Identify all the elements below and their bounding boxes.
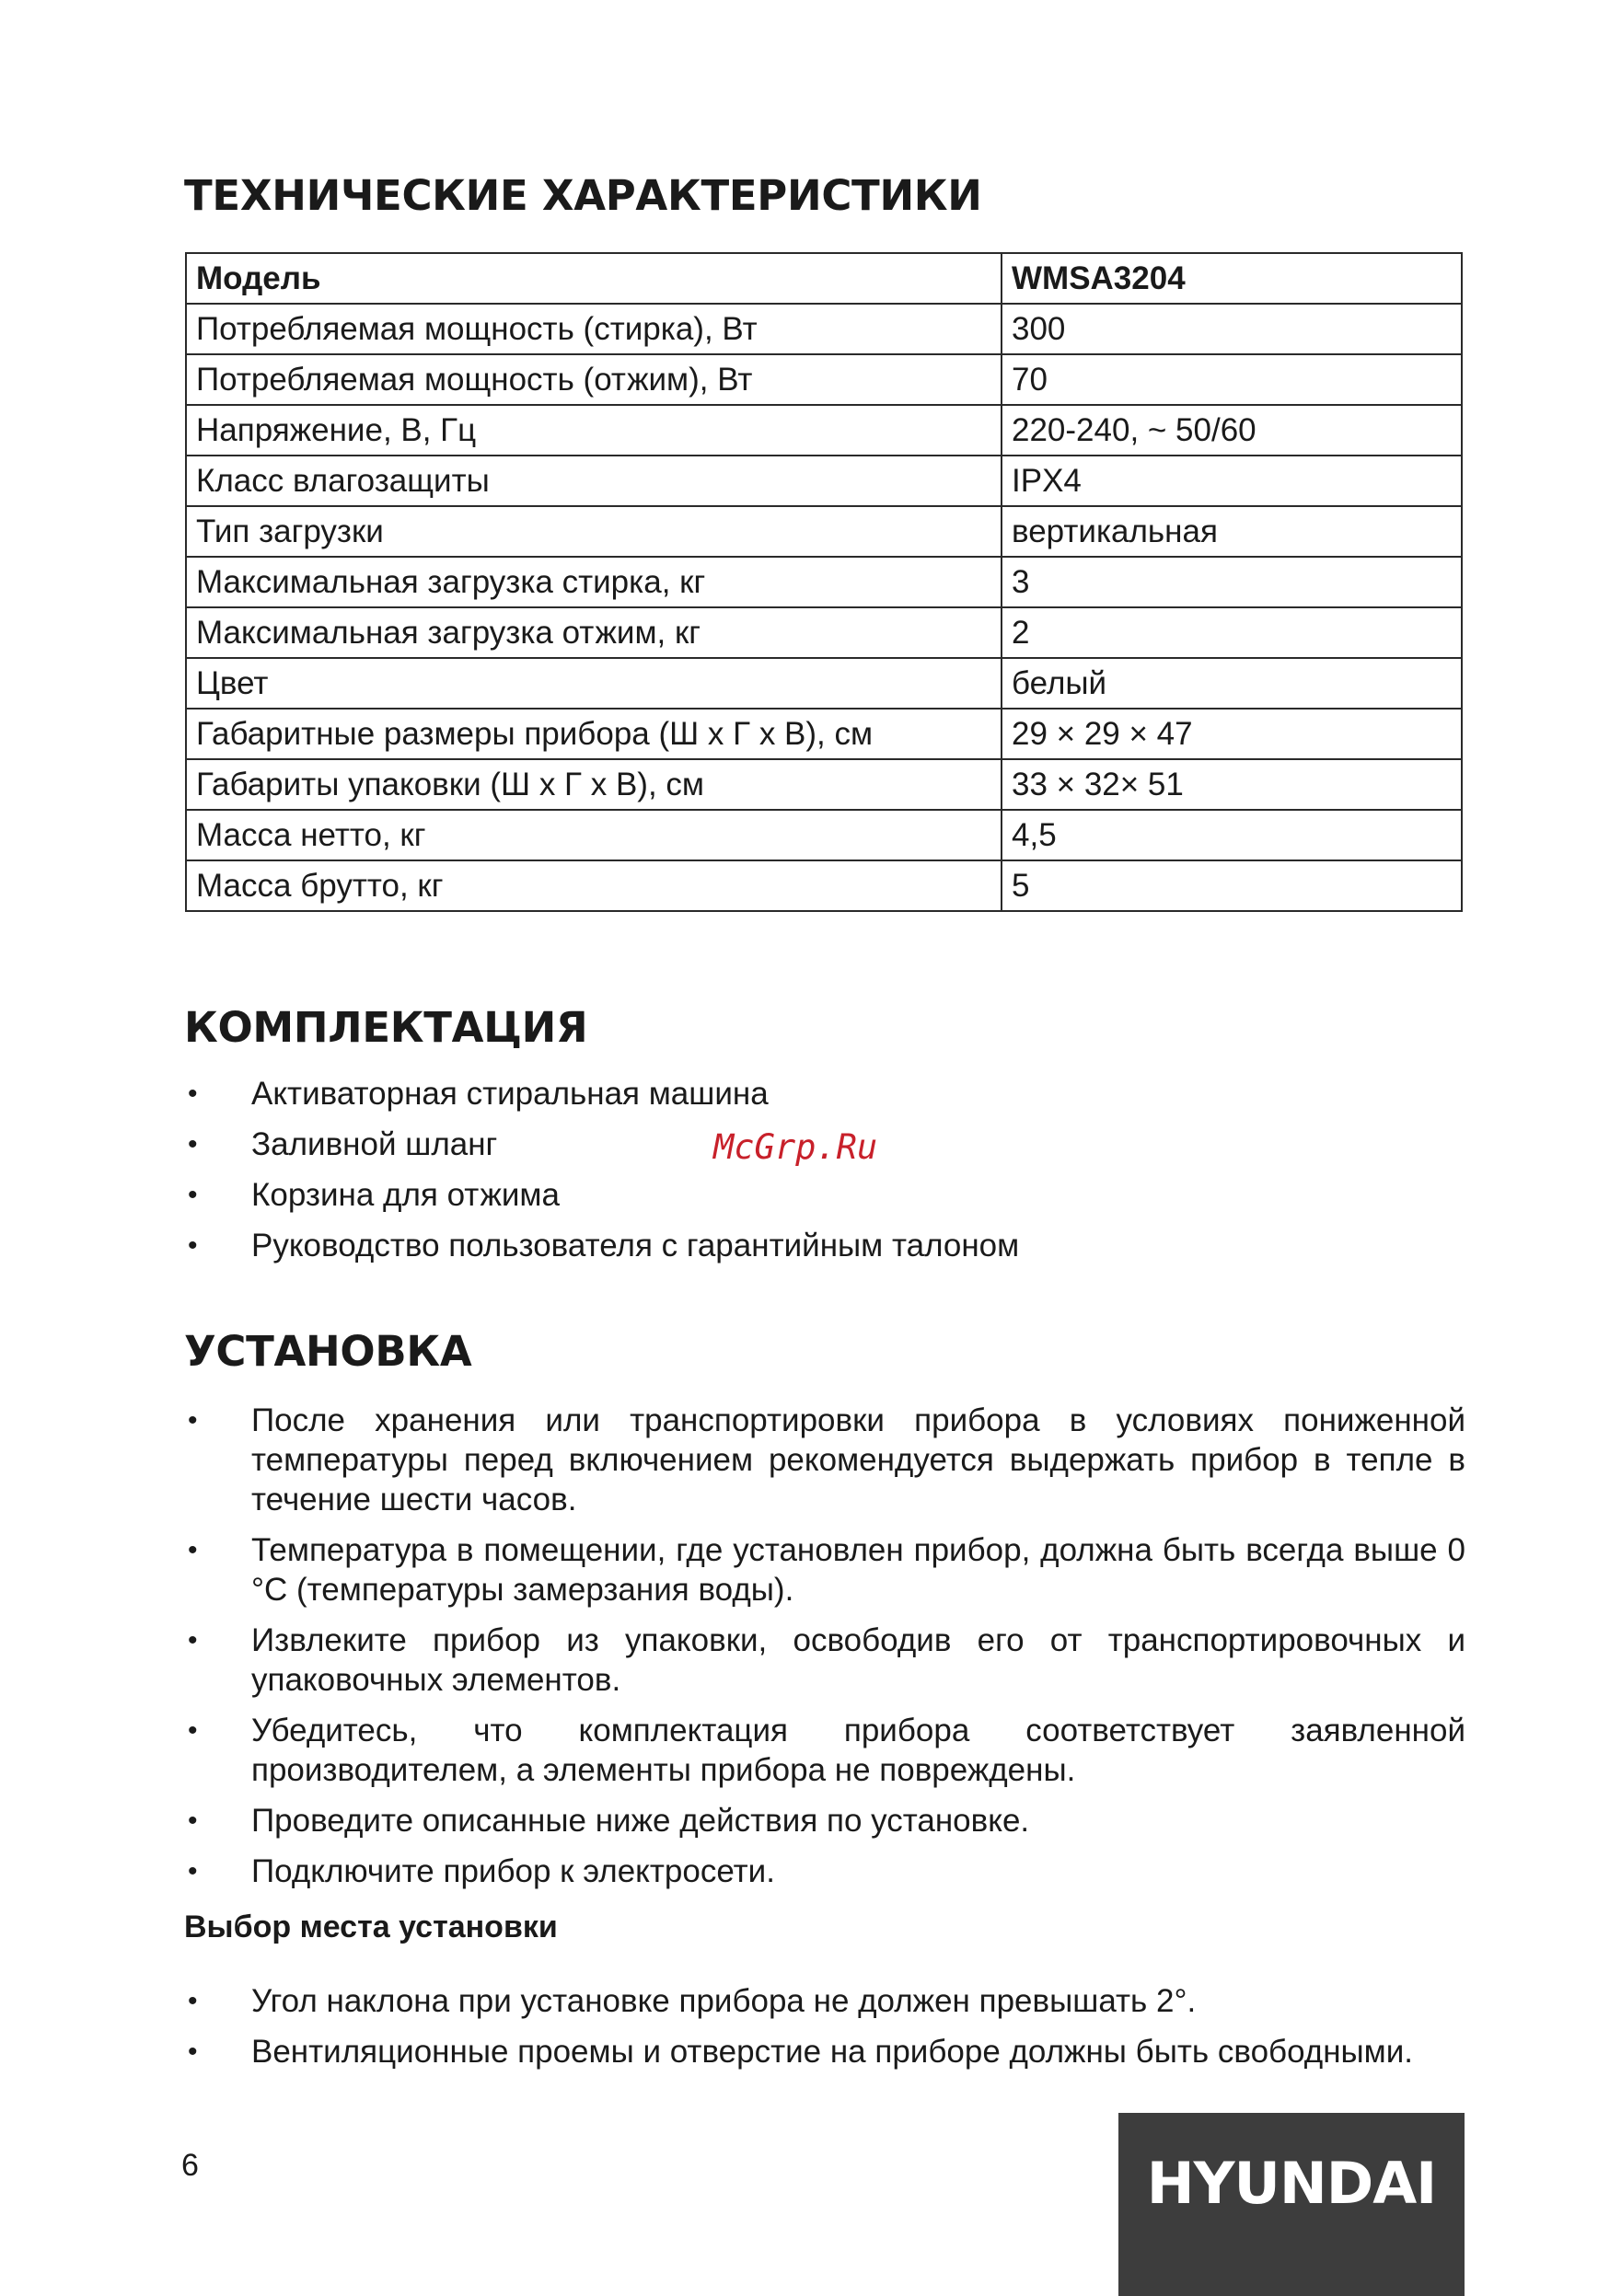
list-item-text: Вентиляционные проемы и отверстие на приборе должны быть свободными. [251, 2034, 1414, 2070]
table-row [186, 658, 1462, 709]
table-row [186, 759, 1462, 810]
table-cell-label: Напряжение, В, Гц [186, 405, 1002, 456]
list-item-text: Подключите прибор к электросети. [251, 1853, 775, 1889]
bullet-icon: • [188, 1129, 198, 1160]
list-item [184, 1175, 1465, 1215]
table-cell-label: Тип загрузки [186, 506, 1002, 557]
table-cell-value: 5 [1002, 860, 1462, 911]
table-cell-label: Потребляемая мощность (отжим), Вт [186, 354, 1002, 405]
table-row [186, 405, 1462, 456]
list-item [184, 1074, 1465, 1113]
table-row [186, 354, 1462, 405]
list-item-text: Руководство пользователя с гарантийным талоном [251, 1228, 1020, 1263]
table-row [186, 709, 1462, 759]
table-cell-label: Габариты упаковки (Ш x Г x В), см [186, 759, 1002, 810]
bullet-icon: • [188, 1806, 198, 1836]
list-item-text: Корзина для отжима [251, 1177, 560, 1213]
list-item-text: Угол наклона при установке прибора не должен превышать 2°. [251, 1983, 1197, 2019]
list-item [184, 1801, 1465, 1840]
kit-title: КОМПЛЕКТАЦИЯ [184, 1003, 588, 1052]
table-cell-value: 70 [1002, 354, 1462, 405]
list-item [184, 1852, 1465, 1891]
table-row [186, 607, 1462, 658]
list-item [184, 1226, 1465, 1265]
table-cell-value: 29 × 29 × 47 [1002, 709, 1462, 759]
table-cell-label: Масса нетто, кг [186, 810, 1002, 860]
list-item [184, 1401, 1465, 1519]
table-row [186, 810, 1462, 860]
list-item [184, 1530, 1465, 1610]
list-item [184, 1981, 1465, 2021]
table-cell-value: 300 [1002, 304, 1462, 354]
placement-list [184, 1981, 1465, 2083]
table-cell-label: Класс влагозащиты [186, 456, 1002, 506]
bullet-icon: • [188, 1715, 198, 1746]
list-item-text: Убедитесь, что комплектация прибора соответствует заявленной производителем, а элементы прибора не повреждены. [251, 1713, 1465, 1788]
brand-logo-block [1118, 2113, 1465, 2296]
table-cell-label: Цвет [186, 658, 1002, 709]
list-item-text: После хранения или транспортировки прибора в условиях пониженной температуры перед включением рекомендуется выдержать прибор в тепле в течение шести часов. [251, 1402, 1465, 1517]
list-item-text: Проведите описанные ниже действия по установке. [251, 1803, 1030, 1839]
table-header-cell: WMSA3204 [1002, 253, 1462, 304]
table-cell-label: Масса брутто, кг [186, 860, 1002, 911]
kit-list [184, 1074, 1465, 1276]
bullet-icon: • [188, 1625, 198, 1656]
bullet-icon: • [188, 1230, 198, 1261]
table-row [186, 456, 1462, 506]
table-cell-value: 33 × 32× 51 [1002, 759, 1462, 810]
list-item-text: Активаторная стиральная машина [251, 1076, 769, 1112]
bullet-icon: • [188, 1079, 198, 1109]
table-row [186, 304, 1462, 354]
page-number: 6 [181, 2148, 199, 2183]
table-cell-value: 4,5 [1002, 810, 1462, 860]
list-item [184, 1621, 1465, 1700]
table-cell-label: Потребляемая мощность (стирка), Вт [186, 304, 1002, 354]
table-cell-value: IPX4 [1002, 456, 1462, 506]
brand-logo-text: HYUNDAI [1146, 2150, 1437, 2217]
table-header-row [186, 253, 1462, 304]
list-item-text: Температура в помещении, где установлен прибор, должна быть всегда выше 0 °C (температуры замерзания воды). [251, 1532, 1465, 1608]
table-cell-label: Габаритные размеры прибора (Ш x Г x В), см [186, 709, 1002, 759]
bullet-icon: • [188, 1405, 198, 1436]
list-item-text: Заливной шланг [251, 1126, 498, 1162]
bullet-icon: • [188, 1856, 198, 1886]
table-row [186, 557, 1462, 607]
placement-subheading: Выбор места установки [184, 1909, 558, 1944]
bullet-icon: • [188, 1180, 198, 1210]
table-cell-value: 3 [1002, 557, 1462, 607]
table-cell-value: белый [1002, 658, 1462, 709]
table-cell-value: 220-240, ~ 50/60 [1002, 405, 1462, 456]
list-item-text: Извлеките прибор из упаковки, освободив его от транспортировочных и упаковочных элементов. [251, 1622, 1465, 1698]
table-header-cell: Модель [186, 253, 1002, 304]
table-cell-value: вертикальная [1002, 506, 1462, 557]
bullet-icon: • [188, 1535, 198, 1565]
install-list [184, 1401, 1465, 1902]
spec-table [185, 252, 1463, 912]
list-item [184, 2032, 1465, 2071]
table-cell-label: Максимальная загрузка стирка, кг [186, 557, 1002, 607]
table-cell-value: 2 [1002, 607, 1462, 658]
install-title: УСТАНОВКА [184, 1327, 472, 1376]
bullet-icon: • [188, 1986, 198, 2016]
watermark-text: McGrp.Ru [713, 1127, 878, 1167]
table-cell-label: Максимальная загрузка отжим, кг [186, 607, 1002, 658]
table-row [186, 506, 1462, 557]
spec-title: ТЕХНИЧЕСКИЕ ХАРАКТЕРИСТИКИ [184, 171, 982, 220]
list-item [184, 1711, 1465, 1790]
bullet-icon: • [188, 2036, 198, 2067]
table-row [186, 860, 1462, 911]
